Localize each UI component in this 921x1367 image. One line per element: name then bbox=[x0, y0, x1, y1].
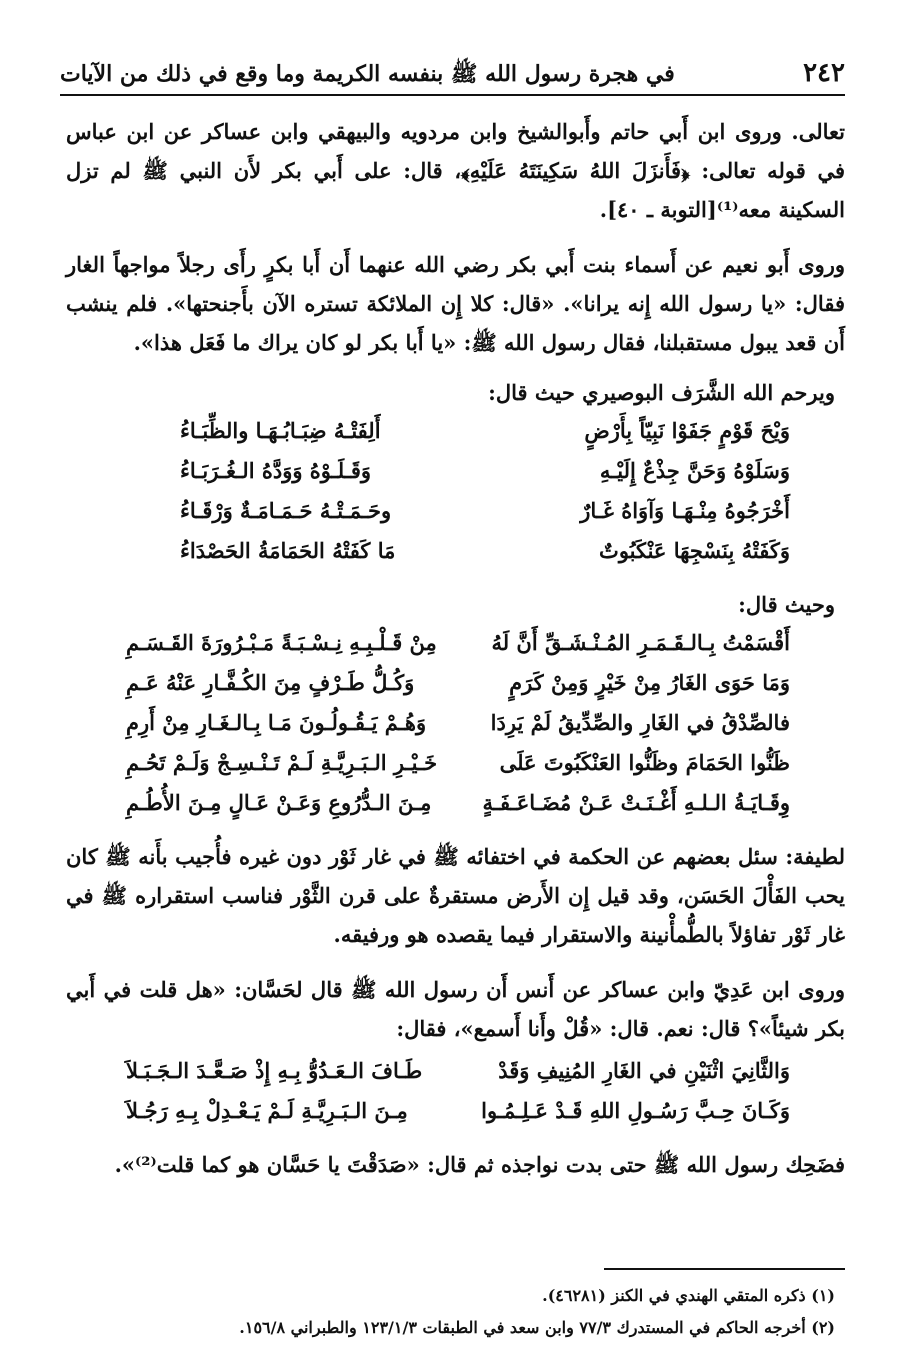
verse-row bbox=[180, 418, 790, 458]
paragraph-2: وروى أَبو نعيم عن أَسماء بنت أَبي بكر رضي الله عنهما أَن أَبا بكرٍ رأَى رجلاً مواجهاً الغار فقال: «يا رسول الله إِنه يرانا». «قال: كلا إِن الملائكة تستره الآن بأَجنحتها». فلم ينشب أَن قعد يبول مستقبلنا، فقال رسول الله ﷺ: «يا أَبا بكر لو كان يراك ما فَعَل هذا». bbox=[66, 252, 845, 355]
verse-row bbox=[126, 670, 790, 710]
verse-first-hemistich: وَالثَّانِيَ اثْنَيْنِ في الغَارِ المُنِيفِ وَقَدْ bbox=[498, 1058, 790, 1083]
verse-first-hemistich: وَكَـانَ حِـبَّ رَسُـولِ اللهِ قَـدْ عَـلِـمُـوا bbox=[481, 1098, 790, 1123]
page-header bbox=[60, 50, 845, 96]
verse-row bbox=[126, 750, 790, 790]
verse-row bbox=[126, 630, 790, 670]
verse-row bbox=[126, 710, 790, 750]
verse-first-hemistich: وَمَا حَوَى الغَارُ مِنْ خَيْرٍ وَمِنْ كَرَمٍ bbox=[509, 670, 790, 695]
poem-intro-busiri: ويرحم الله الشَّرَف البوصيري حيث قال: bbox=[488, 380, 835, 405]
verse-second-hemistich: مِـنَ الـدُّرُوعِ وَعَـنْ عَـالٍ مِـنَ الأُطُـمِ bbox=[126, 790, 432, 815]
verse-first-hemistich: أَقْسَمْتُ بِـالـقَـمَـرِ المُـنْـشَـقِّ أَنَّ لَهُ bbox=[491, 630, 790, 655]
verse-first-hemistich: وِقَـايَـةُ الـلـهِ أَغْـنَـتْ عَـنْ مُضَـاعَـفَـةٍ bbox=[482, 790, 790, 815]
verse-row bbox=[126, 1098, 790, 1138]
verse-second-hemistich: مِـنَ الـبَـرِيَّـةِ لَـمْ يَـعْـدِلْ بِـهِ رَجُـلاَ bbox=[126, 1098, 408, 1123]
verse-first-hemistich: فالصِّدْقُ في الغَارِ والصِّدِّيقُ لَمْ يَرِدَا bbox=[490, 710, 790, 735]
verse-second-hemistich: وَقَـلَـوْهُ وَوَدَّهُ الـغُـرَبَـاءُ bbox=[180, 458, 372, 483]
verse-second-hemistich: وَكُـلُّ طَـرْفٍ مِنَ الكُـفَّـارِ عَنْهُ عَـمِ bbox=[126, 670, 415, 695]
verse-second-hemistich: أَلِفَتْـهُ ضِبَـابُـهَـا والظِّبَـاءُ bbox=[180, 418, 381, 443]
verse-first-hemistich: وَكَفَتْهُ بِنَسْجِهَا عَنْكَبُوتٌ bbox=[599, 538, 790, 563]
verse-second-hemistich: مِنْ قَـلْـبِـهِ نِـسْـبَـةً مَـبْـرُورَةَ القَـسَـمِ bbox=[126, 630, 437, 655]
page-number: ٢٤٢ bbox=[803, 58, 845, 88]
verse-row bbox=[126, 1058, 790, 1098]
verse-second-hemistich: مَا كَفَتْهُ الحَمَامَةُ الحَصْدَاءُ bbox=[180, 538, 396, 563]
paragraph-5: فضَحِك رسول الله ﷺ حتى بدت نواجذه ثم قال: «صَدَقْتَ يا حَسَّان هو كما قلت⁽²⁾». bbox=[114, 1152, 845, 1177]
verse-row bbox=[126, 790, 790, 830]
verse-second-hemistich: طَـافَ الـعَـدُوُّ بِـهِ إِذْ صَـعَّـدَ الـجَـبَـلاَ bbox=[126, 1058, 423, 1083]
paragraph-4: وروى ابن عَدِيّ وابن عساكر عن أَنس أَن رسول الله ﷺ قال لحَسَّان: «هل قلت في أَبي بكر شيئاً»؟ قال: نعم. قال: «قُلْ وأَنا أَسمع»، فقال: bbox=[66, 977, 845, 1041]
verse-row bbox=[180, 538, 790, 578]
paragraph-latifa: لطيفة: سئل بعضهم عن الحكمة في اختفائه ﷺ في غار ثَوْر دون غيره فأُجيب بأَنه ﷺ كان يحب الفَأْلَ الحَسَن، وقد قيل إِن الأَرض مستقرةٌ على قرن الثَّوْر فناسب استقراره ﷺ في غار ثَوْر تفاؤلاً بالطُّمأْنينة والاستقرار فيما يقصده هو ورفيقه. bbox=[66, 844, 845, 947]
footnote-divider bbox=[604, 1268, 845, 1270]
verse-first-hemistich: وَيْحَ قَوْمٍ جَفَوْا نَبِيّاً بِأَرْضٍ bbox=[584, 418, 790, 443]
verse-first-hemistich: أَخْرَجُوهُ مِنْـهَـا وَآوَاهُ غَـارٌ bbox=[580, 498, 790, 523]
footnote-2: (٢) أخرجه الحاكم في المستدرك ٧٧/٣ وابن سعد في الطبقات ١٢٣/١/٣ والطبراني ١٥٦/٨. bbox=[239, 1318, 835, 1337]
poem-intro-second: وحيث قال: bbox=[738, 592, 835, 617]
verse-first-hemistich: وَسَلَوْهُ وَحَنَّ جِذْعٌ إِلَيْـهِ bbox=[599, 458, 790, 483]
running-title: في هجرة رسول الله ﷺ بنفسه الكريمة وما وقع في ذلك من الآيات bbox=[60, 61, 675, 87]
verse-row bbox=[180, 458, 790, 498]
verse-second-hemistich: خَـيْـرِ الـبَـرِيَّـةِ لَـمْ تَـنْـسِـجْ وَلَـمْ تَحُـمِ bbox=[126, 750, 438, 775]
footnote-1: (١) ذكره المتقي الهندي في الكنز (٤٦٢٨١). bbox=[542, 1286, 835, 1305]
verse-first-hemistich: ظَنُّوا الحَمَامَ وظَنُّوا العَنْكَبُوتَ عَلَى bbox=[499, 750, 790, 775]
verse-second-hemistich: وَهُـمْ يَـقُـولُـونَ مَـا بِـالـغَـارِ مِنْ أَرِمِ bbox=[126, 710, 427, 735]
paragraph-1: تعالى. وروى ابن أَبي حاتم وأَبوالشيخ وابن مردويه والبيهقي وابن عساكر عن ابن عباس في قوله تعالى: ﴿فَأَنزَلَ اللهُ سَكِينَتَهُ عَلَيْهِ﴾، قال: على أَبي بكر لأَن النبي ﷺ لم تزل السكينة معه⁽¹⁾[التوبة ـ ٤٠]. bbox=[66, 119, 845, 222]
verse-second-hemistich: وحَـمَـتْـهُ حَـمَـامَـةٌ وَرْقَـاءُ bbox=[180, 498, 392, 523]
verse-row bbox=[180, 498, 790, 538]
